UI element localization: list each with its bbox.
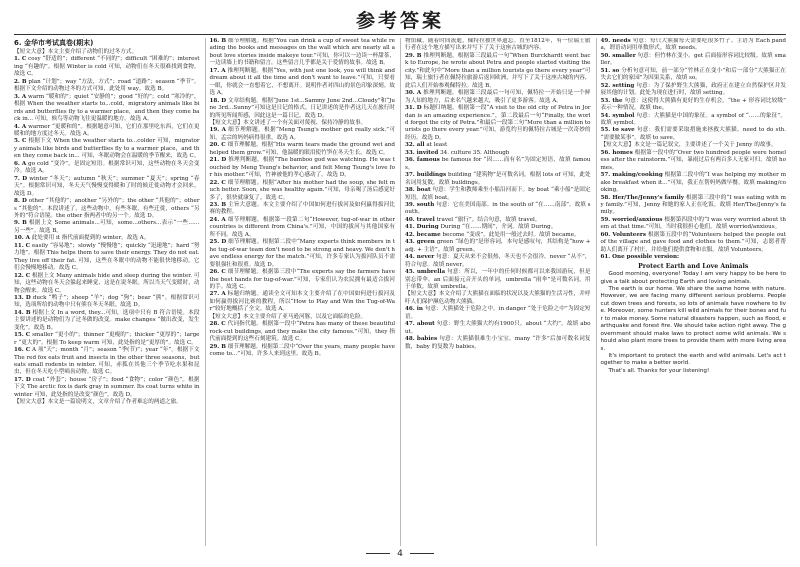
answer-text: 根据第一段中的“Over two hundred people were homeless after the rainstorm.”可知，暴雨过后有两百多人无家可归。故填 homes。 [600,149,786,171]
answer-text: 细节理解题。根据“Meng Tsung's mother got really sick.”可知，孟宗的妈妈病得很重。故选 A。 [209,127,395,141]
answer-text: 主旨大意题。本文主要介绍了中国如何进行拔河及如何赢得拔河比赛的教程。 [209,201,395,216]
answer-number: 4. A [14,123,27,130]
answer-number: 23. B [209,201,227,208]
answer-text: 推理判断题。根据第三段最后一句可知，佩特拉一开始只是一个鲜为人知的地方，后来名气越来越大，吸引了更多游客。故选 A。 [405,90,591,104]
answer-text: 【短文大意】本文是一篇说明文，文章介绍了作者难忘的两道之旅。 [14,399,182,406]
answer-text: coat “外套”；house “房子”；food “食物”；color “颜色”。根据下文 The arctic fox is dark gray in summer. Its coat turns white in winter 可知，此处指的是改变“颜色”。故选 D。 [14,376,200,398]
answer-number: 52. setting [600,82,635,89]
answer-item [14,377,200,399]
answer-number: 5. C [14,138,27,145]
answer-text: warmer “更暖和的”。根据题意可知，它们在那里吃东西，它们在更暖和的地方度过冬天。故选 A。 [14,123,200,137]
answer-text: duck “鸭子”；sheep “羊”；dog “狗”；bear “熊”。根据常识可知，选项所给的动物中只有熊在冬天冬眠。故选 D。 [14,294,200,309]
answer-text: 句意：大熊猫是中国的象征。a symbol of “……的象征”。故填 symbol。 [600,112,786,126]
answer-item [601,232,787,254]
answer-text: 根据第三段中的“I was eating with my family.”可知，Jenny 和她的家人正在吃饭。故填 Her/The/Jenny's family。 [600,194,786,216]
answer-number: 13. D [14,294,31,301]
answer-item [405,224,591,231]
answer-item [405,254,591,269]
answer-item [405,105,591,142]
column-1 [14,38,200,546]
answer-item [14,138,200,160]
column-3-items [405,38,591,351]
answer-text: 根据第二段中的“I was helping my mother make breakfast when it...”可知，我正在帮妈妈做早餐。故填 making/cooking。 [600,172,786,194]
answer-item [405,321,591,336]
answer-text: plan “计划”；way “方法，方式”；road “道路”；season “季节”。根据下文介绍的动物过冬的方式可知，此处用 way。故选 B。 [14,78,200,93]
answer-number: 46. in [405,306,423,313]
answer-number: 39. south [405,201,435,208]
answer-text: 推理判断题。根据“Yes, with just one look, you will think and dream about it all the time and don't want to leave.”可知，只要看一眼，你就会一直想着它，不想离开。说明作者对四山的景色印象深刻。故选 A。 [209,67,395,97]
answer-number: 26. C [209,269,226,276]
answer-item [14,243,200,273]
answer-text: During “在……期间”，介词。故填 During。 [440,224,557,231]
answer-number: 16. C [14,347,31,354]
answer-number: 49. needs [600,38,631,44]
answer-text: 句意：大熊猫很难生小宝宝。many “许多”后加可数名词复数，baby 的复数为 babies。 [405,336,591,350]
answer-text: 句意：所以，一年中的任何时候都可以来我国游玩，但是别忘带伞。an 后面接元音开头的单词，umbrella “雨伞”是可数名词，用于单数。故填 umbrella。 [405,269,591,290]
answer-number: 24. A [209,216,226,223]
answer-number: 25. D [209,239,227,246]
answer-number: 7. D [14,175,28,182]
answer-number: 48. babies [405,336,438,343]
answer-number: 45. umbrella [405,269,446,276]
section-title: 6. 金华市考试真卷(期末) [14,39,94,47]
answer-text: other “其他的”；another “另外的”；the other “其他的”；others “其他的”。本段讲述了，这些动物中，有些冬眠，有些迁徙，others “另外的”符合语境。the other 指两者中的另一个。故选 D。 [14,198,200,219]
answer-text: 句意：为了保护野生大熊猫，政府正在建立自然保护区并发展其他的计划。此处为现在进行时，故填 setting。 [600,82,786,97]
answer-text: 根据第五段中的“Volunteers helped the people out of the village and gave food and clothes to them.”可知，志愿者帮助人们离开了村庄，并给他们提供食物和衣服。故填 Volunteers。 [600,231,786,253]
answer-text: 句意：这使得大熊猫有更好的生存机会。“the + 形容词比较级” 表示一种情况。故填 the。 [600,97,786,112]
answer-text: 分析句意可知，前一部分“竹林正在变小”和后一部分“大熊猫正在失去它们的家园”为因果关系，故填 so。 [600,67,786,82]
answer-number: 3. A [14,93,27,100]
answer-number: 11. C [14,242,31,249]
column-2-items [210,38,396,358]
answer-number: 31. D [405,105,422,112]
answer-text: building “建筑物”是可数名词，根据 lots of 可知，此处名词用复数。故填 buildings。 [405,172,591,186]
answer-item [14,399,200,406]
answer-item [601,142,787,149]
answer-item [601,53,787,68]
answer-item [14,310,200,332]
answer-item [405,157,591,172]
answer-number: 30. A [405,90,422,97]
answer-item [601,254,787,261]
answer-number: 33. invited [405,149,439,156]
answer-text: green “绿色的”是形容词，本句是感叹句，其结构是“how + adj. + 主语”。故填 green。 [405,239,591,253]
answer-item [601,98,787,113]
column-4-items [601,38,787,262]
answer-text: cosy “舒适的”；different “不同的”；difficult “困难的”；interesting “有趣的”。根据 Winter is cold 可知，动物们在冬天很难找到食物。故选 C。 [14,56,200,78]
answer-text: 根据上文 Many animals hide and sleep during the winter. 可知，这些动物在冬天会躲起来睡觉，这是在说冬眠。所以当天气变暖时，动物会醒来。故选 C。 [14,272,200,294]
answer-text: 文章结构题。根据“June 1st...Sammy June 2nd...Cloudy”和“June 3rd...Sunny”可知这是日记的格式。日记讲述的是作者这几天在旅行时的所见所闻所感，因此这是一篇日记。故选 D。 [209,97,395,119]
answer-item [210,239,396,269]
answer-text: 【短文大意】本文讲述了一个有关面对蔑视、保持冷静的故事。 [209,119,367,126]
answer-text: warm “暖和的”；quiet “安静的”；good “好的”；cold “寒冷的”。根据 When the weather starts to...cold，migratory animals like birds and butterflies fly to a warmer place，and then they come back in... 可知，候鸟等动物飞往更温暖的地方。故选 A。 [14,93,200,123]
answer-number: 44. never [405,254,435,261]
essay-paragraph: That's all. Thanks for your listening! [608,367,710,374]
answer-number: 2. B [14,78,27,85]
answer-text: easily “容易地”；slowly “慢慢地”；quickly “迅速地”；hard “努力地”。根据 This helps them to save their energy. They do not eat. They live off their fat. 可知，这些在冬眠中的动物不能很快地移动，它们会慢慢地移动。故选 C。 [14,242,200,272]
model-essay [601,263,787,376]
answer-number: 18. D [209,97,227,104]
answer-text: 标题归纳题。通读全文可知本文主要介绍了在中国如何进行拔河及如何赢得拔河比赛的教程，所以“How to Play and Win the Tug-of-War”较好地概括了全文。故选 A。 [209,291,395,313]
page-title: 参考答案 [355,10,444,32]
column-2 [205,38,396,546]
answer-number: 53. the [600,97,623,104]
answer-item [601,127,787,142]
answer-item [601,68,787,83]
answer-text: 【短文大意】本文主要介绍了亚马逊河豚，以及它面临的危险。 [209,313,367,320]
footer-rule-left [366,553,390,554]
answer-number: 41. During [405,224,439,231]
answer-item [405,291,591,306]
answer-item [601,217,787,232]
answer-item [601,172,787,194]
answer-text: 句意：每只大熊猫每天需要吃很多竹子。主语为 Each panda，谓语动词用单数形式。故填 needs。 [600,38,786,52]
answer-number: 1. C [14,56,27,63]
answer-item [14,161,200,176]
answer-item [405,172,591,187]
answer-item [210,38,396,68]
answer-item [14,56,200,78]
answer-item [210,202,396,217]
answer-item [210,98,396,120]
answer-number: 42. became [405,231,441,238]
answer-item [14,176,200,198]
answer-text: 根据下文 When the weather starts to...colder 可知，migratory animals like birds and butterflies fly to a warmer place，and then they come back in... 可知，冬眠动物会在温暖的季节醒来，故选 C。 [14,138,200,160]
answer-text: 【短文大意】本文是一篇记叙文，主要讲述了一个关于 Jenny 的故事。 [600,142,777,149]
answer-text: 【短文大意】本文主要介绍了动物们的过冬方式。 [14,49,138,55]
answer-text: smaller “更小的”；thinner “更瘦的”；thicker “更厚的”；larger “更大的”。根据 To keep warm 可知，此处指的是“更厚的”。故选 C。 [14,332,200,346]
answer-text: at least [426,142,448,149]
answer-text: become “变成”，此处用一般过去时。故填 became。 [442,231,580,238]
answer-item [210,217,396,239]
answer-item [210,142,396,157]
answer-text: 根据上文 Some animals...可知，some...others...表示“一些……另一些”。故选 B。 [14,220,200,234]
answer-number: 58. Her/The/Jenny's family [600,194,685,201]
answer-number: 6. A [14,160,27,167]
answer-text: 推理判断题。根据“The bamboo god was watching. He was touched by Meng Tsung's behavior, and felt Meng Tsung's love for his mother.”可知，竹神被他的孝心感动了。故选 D。 [209,157,395,179]
answer-item [405,239,591,254]
answer-item [210,180,396,202]
answer-item [210,127,396,142]
answer-item [210,321,396,343]
answer-item [405,269,591,291]
answer-number: 16. B [209,38,227,44]
answer-text: be famous for “因……而有名”为固定短语，故填 famous。 [405,157,591,171]
answer-item [14,220,200,235]
answer-item [14,235,200,242]
answer-item [210,344,396,359]
answer-number: 27. A [209,291,226,298]
answer-item [405,336,591,351]
answer-text: 句意：学生和教师乘坐小船沿河而下。by boat “乘小船”是固定短语。故填 boat。 [405,187,591,201]
answer-number: 60. Volunteers [600,231,646,238]
answer-item [14,94,200,124]
answer-number: 54. symbol [600,112,635,119]
answer-item [405,142,591,149]
answer-item [14,332,200,347]
essay-paragraph: The earth is our home. We share the same home with nature. However, we are facing many different serious problems. People cut down trees and forests, so lots of animals have nowhere to live. Moreover, some hunters kill wild animals for their bones and fur to make money. Some natural disasters happen, such as flood, earthquake and forest fire. We should take action right away. The government should make laws to protect some wild animals. We should also plant more trees to provide them with more living areas. [600,285,786,352]
answer-item [14,295,200,310]
answer-text: 细节理解题。根据第三段中“The experts say the farmers have the best hands for tug-of-war.”可知，专家们认为农民拥有最适合拔河的手。故选 C。 [209,269,395,290]
answer-number: 9. B [14,220,27,227]
answer-item [14,273,200,295]
answer-text: A 项“天”；month “月”；season “季(节)”；year “年”。根据下文 The red fox eats fruit and insects in the other three seasons，but eats small rodents in winter. 可知，赤狐在其他三个季节吃水果和昆虫，但在冬天吃小型啮齿动物。故选 C。 [14,347,200,376]
answer-number: 21. D [209,157,227,164]
answer-text: 细节理解题。根据“After his mother had the soup, she felt much better. Soon, she was healthy again.”可知，母亲喝了汤后感觉好多了，很快就康复了。故选 C。 [209,179,395,201]
answer-text: 标题归纳题。根据第一段“A visit to the old city of Petra in Jordan is an amazing experience.”，第二段最后一句“Finally, the world forgot the city of Petra.”和最后一段第二句“More than a million tourists go there every year.”可知，游览约旦的佩特拉古城是一次奇妙的经历。故选 D。 [405,105,591,141]
answer-item [601,38,787,53]
essay-paragraph: It's important to protect the earth and wild animals. Let's act together to make a better world. [600,353,786,367]
answer-text: go cold “变冷”，是固定短语。根据常识可知，这些动物在冬天会变冷。故选 A。 [14,160,200,175]
answer-number: 17. A [209,67,226,74]
answer-number: 10. A [14,235,31,242]
answer-text: 物馆藏，随着时间流逝，佩特拉被世界遗忘。直至1812年，有一位瑞士旅行者在这个地方描写出来并写下了关于这座古城的内容。 [405,38,591,52]
answer-item [601,113,787,128]
essay-title: Protect Earth and Love Animals [638,262,749,270]
answer-item [405,90,591,105]
answer-number: 51. so [600,67,620,74]
answer-item [405,187,591,202]
column-3 [400,38,591,546]
page-footer [0,549,800,559]
answer-text: 细节理解题。根据第二段中“Over the years, many people have come to...”可知，许多人来到这里。故选 B。 [209,343,395,358]
column-4 [596,38,787,546]
answer-text: 细节理解题。根据第一段第二句“However, tug-of-war in other countries is different from China's.”可知，中国的拔河与其他国家有所不同。故选 A。 [209,216,395,238]
answer-columns [14,38,786,546]
answer-item [14,347,200,377]
answer-number: 29. B [209,343,226,350]
footer-rule-right [410,553,434,554]
answer-number: 50. smaller [600,52,636,59]
answer-text: travel “旅行”。结合句意，故填 travel。 [436,216,541,223]
answer-item [405,53,591,90]
answer-text: 此处要用 it 指代前面提到的 winter。故选 A。 [31,235,150,242]
answer-number: 29. B [405,52,422,59]
answer-number: 47. about [405,321,435,328]
answer-number: 15. C [14,332,31,339]
answer-item [601,83,787,98]
answer-number: 61. One possible version: [600,254,680,261]
answer-text: winter “冬天”；autumn “秋天”；summer “夏天”；spring “春天”。根据常识可知，冬天天气慢慢变得暖和了时的候迁徙动物才会回来。故选 D。 [14,175,200,197]
answer-text: 【短文大意】本文介绍了大熊猫在面临的状况以及大熊猫的生活习性，并呼吁人们保护濒危动物大熊猫。 [405,291,591,305]
answer-item [210,68,396,98]
answer-item [210,269,396,291]
answer-number: 19. A [209,127,226,134]
answer-item [210,157,396,179]
answer-number: 56. homes [600,149,633,156]
title-divider [14,34,786,35]
answer-number: 43. green [405,239,435,246]
answer-text: 代词指代题。根据第一段中“Petra has many of these beautiful rock-cut buildings, and they make the city famous.”可知，they 指代前面提到的这些石刻建筑。故选 C。 [209,321,395,343]
answer-text: 句意：它在美国南部。in the south of “在……南部”。故填 south。 [405,201,591,216]
essay-body [601,271,787,375]
answer-number: 8. D [14,198,27,205]
answer-text: 根据上文 In a word, they...可知，选项中只有 B 符合语境。本段主要讲述的是动物们为了过冬做的改变。make changes “做出改变，发生变化”。故选 B。 [14,309,200,331]
answer-item [405,202,591,217]
answer-text: 句意：夏天从来不会很热，冬天也不会很冷。never “从不”，符合句意。故填 never。 [405,254,591,268]
answer-text: 推理判断题。根据第三段最后一句“When Burckhardt went back to Europe, he wrote about Petra and people started visiting the city.”和此句中“More than a million tourists go there every year”可知，瑞士旅行者在佩特拉旅游后返回欧洲，并写下了关于这座古城的内容，此后人们开始参观佩特拉。故选 B。 [405,52,591,89]
answer-text: 句意：我们需要采取措施来拯救大熊猫。need to do sth. “需要做某事”。故填 to save。 [600,127,786,141]
answer-text: 句意：大熊猫处于危险之中。in danger “处于危险之中”为固定短语。 [405,306,591,320]
answer-number: 14. B [14,309,31,316]
answer-number: 22. C [209,179,226,186]
answer-text: 句意：野生大熊猫大约有1900只。about “大约”。故填 about。 [405,321,591,335]
answer-text: 细节理解题。根据“You can drink a cup of sweet tea while reading the books and messages on the wall which are nearly all about love stories inside makeye tour.”可知，你可以一边读一杯甜茶，一边读墙上的书籍和留言，这些留言几乎都是关于爱情的故事。故选 B。 [209,38,395,67]
answer-number: 20. C [209,142,226,149]
answer-number: 55. to save [600,127,635,134]
answer-item [14,79,200,94]
answer-number: 28. C [209,321,226,328]
answer-number: 57. making/cooking [600,172,663,179]
answer-text: 句意：但竹林在变小。get 后面接形容词比较级。故填 smaller。 [600,52,786,67]
answer-number: 59. worried/anxious [600,216,663,223]
answer-item [210,291,396,313]
answer-number: 37. buildings [405,172,447,179]
column-1-items [14,49,200,407]
answer-item [405,306,591,321]
answer-item [405,38,591,53]
answer-item [14,198,200,220]
answer-number: 40. travel [405,216,435,223]
answer-item [14,124,200,139]
answer-number: 17. D [14,376,31,383]
answer-text: 细节理解题。根据“His warm tears made the ground wet and helped them grow.”可知，他温暖的眼泪使竹笋在冬天生长。故选 C。 [209,142,395,156]
essay-paragraph: Good morning, everyone! Today I am very happy to be here to give a talk about protecting Earth and loving animals. [600,271,786,285]
answer-number: 32. all [405,142,425,149]
answer-number: 12. C [14,272,31,279]
answer-text: 根据第四段中的“I was very worried about them at that time.”可知，当时我很担心他们。故填 worried/anxious。 [600,216,786,231]
answer-number: 38. boat [405,187,431,194]
answer-number: 36. famous [405,157,440,164]
answer-item [601,150,787,172]
page-number: 4 [397,549,403,559]
answer-text: 34. culture 35. Although [440,149,510,156]
answer-text: 细节理解题。根据第二段中“Many experts think members in the tug-of-war team don't need to be strong and heavy. We don't have endless energy for the match.”可知，许多专家认为拔河队员不需要很强壮和很重。故选 D。 [209,239,395,268]
answer-item [601,195,787,217]
